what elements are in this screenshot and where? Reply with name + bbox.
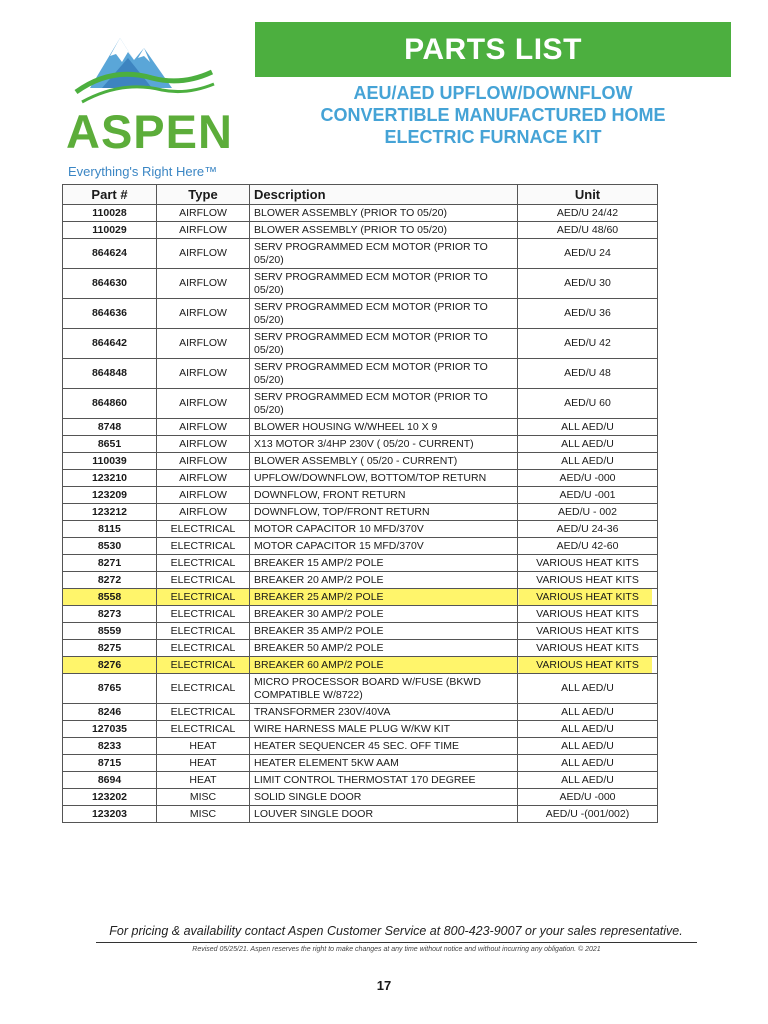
- cell-part: 8233: [63, 738, 157, 755]
- cell-description: MOTOR CAPACITOR 15 MFD/370V: [250, 538, 518, 555]
- cell-part: 864860: [63, 389, 157, 419]
- cell-type: AIRFLOW: [157, 299, 250, 329]
- table-row: [63, 606, 658, 623]
- cell-part: 123202: [63, 789, 157, 806]
- cell-part: 8559: [63, 623, 157, 640]
- cell-unit: VARIOUS HEAT KITS: [518, 640, 658, 657]
- cell-unit: VARIOUS HEAT KITS: [518, 606, 658, 623]
- revision-note: Revised 05/25/21. Aspen reserves the right to make changes at any time without notice and without incurring any obligation. © 2021: [192, 946, 601, 953]
- cell-description: UPFLOW/DOWNFLOW, BOTTOM/TOP RETURN: [250, 470, 518, 487]
- contact-note: For pricing & availability contact Aspen Customer Service at 800-423-9007 or your sales representative.: [109, 924, 683, 938]
- table-row: [63, 504, 658, 521]
- table-row: [63, 674, 658, 704]
- cell-type: ELECTRICAL: [157, 538, 250, 555]
- cell-description: SERV PROGRAMMED ECM MOTOR (PRIOR TO 05/20): [250, 329, 518, 359]
- cell-part: 8748: [63, 419, 157, 436]
- table-row: [63, 789, 658, 806]
- cell-unit: AED/U - 002: [518, 504, 658, 521]
- cell-unit: ALL AED/U: [518, 453, 658, 470]
- cell-part: 8694: [63, 772, 157, 789]
- cell-part: 8765: [63, 674, 157, 704]
- table-row: [63, 704, 658, 721]
- cell-unit: ALL AED/U: [518, 772, 658, 789]
- cell-type: ELECTRICAL: [157, 657, 250, 674]
- cell-part: 864642: [63, 329, 157, 359]
- cell-part: 8530: [63, 538, 157, 555]
- cell-description: BLOWER ASSEMBLY ( 05/20 - CURRENT): [250, 453, 518, 470]
- cell-type: ELECTRICAL: [157, 623, 250, 640]
- cell-description: SERV PROGRAMMED ECM MOTOR (PRIOR TO 05/20): [250, 269, 518, 299]
- table-row: [63, 772, 658, 789]
- header-unit: Unit: [518, 185, 658, 205]
- cell-part: 110028: [63, 205, 157, 222]
- cell-type: ELECTRICAL: [157, 674, 250, 704]
- cell-description: BREAKER 30 AMP/2 POLE: [250, 606, 518, 623]
- table-row: [63, 806, 658, 823]
- cell-description: MOTOR CAPACITOR 10 MFD/370V: [250, 521, 518, 538]
- cell-description: X13 MOTOR 3/4HP 230V ( 05/20 - CURRENT): [250, 436, 518, 453]
- cell-description: BREAKER 35 AMP/2 POLE: [250, 623, 518, 640]
- product-subtitle: [258, 82, 728, 148]
- cell-type: AIRFLOW: [157, 470, 250, 487]
- cell-part: 127035: [63, 721, 157, 738]
- cell-unit: AED/U 36: [518, 299, 658, 329]
- parts-table-body: [63, 205, 658, 823]
- cell-type: AIRFLOW: [157, 239, 250, 269]
- brand-tagline: Everything's Right Here™: [68, 164, 218, 179]
- cell-unit: AED/U 42-60: [518, 538, 658, 555]
- cell-type: ELECTRICAL: [157, 521, 250, 538]
- table-row: [63, 436, 658, 453]
- footer-divider: [96, 942, 697, 943]
- table-row: [63, 721, 658, 738]
- cell-description: BLOWER HOUSING W/WHEEL 10 X 9: [250, 419, 518, 436]
- header-part-number: Part #: [63, 185, 157, 205]
- cell-part: 123212: [63, 504, 157, 521]
- cell-part: 8276: [63, 657, 157, 674]
- cell-description: HEATER SEQUENCER 45 SEC. OFF TIME: [250, 738, 518, 755]
- cell-type: AIRFLOW: [157, 504, 250, 521]
- cell-type: AIRFLOW: [157, 205, 250, 222]
- table-row: [63, 738, 658, 755]
- cell-unit: VARIOUS HEAT KITS: [518, 623, 658, 640]
- cell-unit: AED/U -(001/002): [518, 806, 658, 823]
- cell-unit: AED/U 24-36: [518, 521, 658, 538]
- cell-description: BREAKER 60 AMP/2 POLE: [250, 657, 518, 674]
- cell-type: ELECTRICAL: [157, 704, 250, 721]
- table-row: [63, 269, 658, 299]
- cell-type: AIRFLOW: [157, 222, 250, 239]
- cell-description: BREAKER 20 AMP/2 POLE: [250, 572, 518, 589]
- table-row: [63, 239, 658, 269]
- table-row: [63, 453, 658, 470]
- cell-unit: ALL AED/U: [518, 419, 658, 436]
- cell-unit: AED/U 48: [518, 359, 658, 389]
- cell-description: SERV PROGRAMMED ECM MOTOR (PRIOR TO 05/20): [250, 239, 518, 269]
- subtitle-line-3: ELECTRIC FURNACE KIT: [384, 127, 602, 147]
- cell-type: AIRFLOW: [157, 389, 250, 419]
- cell-part: 8275: [63, 640, 157, 657]
- table-row: [63, 359, 658, 389]
- page-number: 17: [376, 978, 392, 993]
- table-row: [63, 521, 658, 538]
- cell-type: ELECTRICAL: [157, 589, 250, 606]
- cell-description: LOUVER SINGLE DOOR: [250, 806, 518, 823]
- table-row: [63, 538, 658, 555]
- table-row: [63, 470, 658, 487]
- parts-table: [62, 184, 658, 823]
- cell-unit: AED/U 48/60: [518, 222, 658, 239]
- cell-unit: AED/U -000: [518, 470, 658, 487]
- table-row: [63, 205, 658, 222]
- cell-unit: ALL AED/U: [518, 704, 658, 721]
- cell-type: AIRFLOW: [157, 487, 250, 504]
- cell-part: 8272: [63, 572, 157, 589]
- cell-unit: AED/U 24/42: [518, 205, 658, 222]
- cell-description: LIMIT CONTROL THERMOSTAT 170 DEGREE: [250, 772, 518, 789]
- cell-type: AIRFLOW: [157, 269, 250, 299]
- cell-unit: AED/U 30: [518, 269, 658, 299]
- cell-unit: AED/U -000: [518, 789, 658, 806]
- cell-description: BREAKER 50 AMP/2 POLE: [250, 640, 518, 657]
- header-type: Type: [157, 185, 250, 205]
- table-row: [63, 640, 658, 657]
- cell-type: HEAT: [157, 755, 250, 772]
- cell-part: 123209: [63, 487, 157, 504]
- cell-type: ELECTRICAL: [157, 555, 250, 572]
- cell-description: DOWNFLOW, TOP/FRONT RETURN: [250, 504, 518, 521]
- cell-unit: ALL AED/U: [518, 738, 658, 755]
- cell-part: 123203: [63, 806, 157, 823]
- table-row: [63, 755, 658, 772]
- cell-part: 8246: [63, 704, 157, 721]
- cell-part: 123210: [63, 470, 157, 487]
- cell-unit: VARIOUS HEAT KITS: [518, 589, 658, 606]
- cell-unit: ALL AED/U: [518, 436, 658, 453]
- cell-description: DOWNFLOW, FRONT RETURN: [250, 487, 518, 504]
- cell-description: SERV PROGRAMMED ECM MOTOR (PRIOR TO 05/20): [250, 389, 518, 419]
- table-row: [63, 657, 658, 674]
- cell-description: BLOWER ASSEMBLY (PRIOR TO 05/20): [250, 205, 518, 222]
- cell-description: BLOWER ASSEMBLY (PRIOR TO 05/20): [250, 222, 518, 239]
- cell-unit: AED/U 60: [518, 389, 658, 419]
- aspen-logo: [62, 30, 252, 179]
- cell-type: AIRFLOW: [157, 436, 250, 453]
- cell-description: MICRO PROCESSOR BOARD W/FUSE (BKWD COMPATIBLE W/8722): [250, 674, 518, 704]
- cell-type: AIRFLOW: [157, 329, 250, 359]
- table-row: [63, 329, 658, 359]
- cell-part: 110039: [63, 453, 157, 470]
- cell-unit: ALL AED/U: [518, 721, 658, 738]
- cell-description: SOLID SINGLE DOOR: [250, 789, 518, 806]
- table-row: [63, 623, 658, 640]
- cell-part: 8651: [63, 436, 157, 453]
- cell-type: HEAT: [157, 772, 250, 789]
- cell-part: 864630: [63, 269, 157, 299]
- subtitle-line-2: CONVERTIBLE MANUFACTURED HOME: [320, 105, 666, 125]
- cell-description: SERV PROGRAMMED ECM MOTOR (PRIOR TO 05/20): [250, 359, 518, 389]
- cell-part: 864624: [63, 239, 157, 269]
- mountain-logo-icon: [72, 30, 222, 110]
- cell-part: 864848: [63, 359, 157, 389]
- cell-part: 8115: [63, 521, 157, 538]
- cell-type: ELECTRICAL: [157, 572, 250, 589]
- cell-type: MISC: [157, 789, 250, 806]
- cell-type: AIRFLOW: [157, 453, 250, 470]
- table-row: [63, 555, 658, 572]
- cell-part: 864636: [63, 299, 157, 329]
- cell-type: ELECTRICAL: [157, 640, 250, 657]
- cell-description: TRANSFORMER 230V/40VA: [250, 704, 518, 721]
- table-header-row: [63, 185, 658, 205]
- cell-unit: VARIOUS HEAT KITS: [518, 572, 658, 589]
- cell-type: MISC: [157, 806, 250, 823]
- cell-unit: AED/U 42: [518, 329, 658, 359]
- cell-unit: ALL AED/U: [518, 674, 658, 704]
- cell-description: BREAKER 25 AMP/2 POLE: [250, 589, 518, 606]
- cell-part: 110029: [63, 222, 157, 239]
- page-title-banner: PARTS LIST: [255, 22, 731, 77]
- brand-name: ASPEN: [66, 105, 233, 158]
- cell-type: ELECTRICAL: [157, 606, 250, 623]
- cell-description: WIRE HARNESS MALE PLUG W/KW KIT: [250, 721, 518, 738]
- table-row: [63, 389, 658, 419]
- cell-part: 8558: [63, 589, 157, 606]
- table-row: [63, 419, 658, 436]
- cell-type: AIRFLOW: [157, 419, 250, 436]
- cell-unit: AED/U -001: [518, 487, 658, 504]
- cell-type: HEAT: [157, 738, 250, 755]
- cell-description: HEATER ELEMENT 5KW AAM: [250, 755, 518, 772]
- subtitle-line-1: AEU/AED UPFLOW/DOWNFLOW: [353, 83, 633, 103]
- table-row: [63, 572, 658, 589]
- cell-description: BREAKER 15 AMP/2 POLE: [250, 555, 518, 572]
- table-row: [63, 222, 658, 239]
- table-row: [63, 589, 658, 606]
- cell-unit: VARIOUS HEAT KITS: [518, 657, 658, 674]
- header-description: Description: [250, 185, 518, 205]
- cell-type: ELECTRICAL: [157, 721, 250, 738]
- cell-type: AIRFLOW: [157, 359, 250, 389]
- table-row: [63, 487, 658, 504]
- cell-unit: AED/U 24: [518, 239, 658, 269]
- cell-part: 8273: [63, 606, 157, 623]
- cell-unit: VARIOUS HEAT KITS: [518, 555, 658, 572]
- cell-unit: ALL AED/U: [518, 755, 658, 772]
- cell-description: SERV PROGRAMMED ECM MOTOR (PRIOR TO 05/20): [250, 299, 518, 329]
- cell-part: 8715: [63, 755, 157, 772]
- table-row: [63, 299, 658, 329]
- cell-part: 8271: [63, 555, 157, 572]
